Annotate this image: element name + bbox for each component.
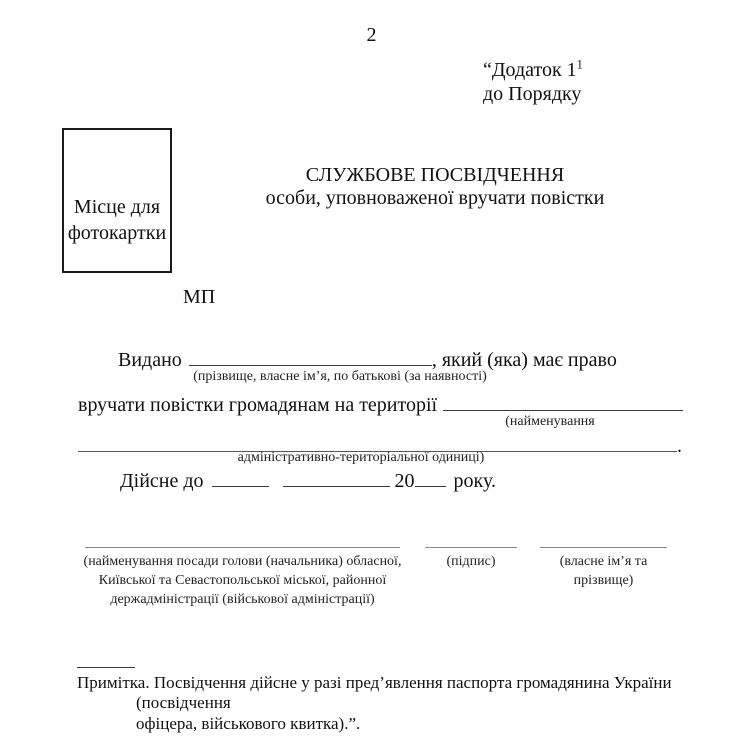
- signature-name-hint: [540, 553, 667, 591]
- validity-prefix: Дійсне до: [120, 470, 204, 492]
- note-paragraph: [77, 673, 743, 734]
- validity-month-blank: [283, 466, 390, 487]
- signature-position-hint-line-1: (найменування посади голови (начальника) обласної,: [83, 554, 402, 569]
- photo-placeholder-box: [62, 128, 172, 273]
- stamp-mark: МП: [183, 286, 216, 308]
- title-line-2: особи, уповноваженої вручати повістки: [265, 187, 605, 209]
- signature-position-hint-line-2: Київської та Севастопольської міської, районної: [98, 572, 387, 588]
- issued-name-blank: [189, 345, 432, 366]
- appendix-superscript: 1: [576, 57, 583, 72]
- photo-placeholder-line-1: Місце для: [73, 195, 161, 218]
- territory-hint-bottom: адміністративно-територіальної одиниці): [237, 450, 485, 465]
- validity-year-blank: [415, 466, 446, 487]
- validity-century: 20: [394, 470, 415, 492]
- issued-name-hint: (прізвище, власне ім’я, по батькові (за наявності): [193, 369, 487, 384]
- validity-line: [120, 466, 496, 493]
- signature-name-hint-line-1: (власне ім’я та: [559, 554, 648, 569]
- territory-line-period: .: [677, 435, 682, 457]
- territory-blank: [443, 390, 683, 411]
- appendix-text: “Додаток 1: [483, 59, 577, 81]
- signature-name-hint-line-2: прізвище): [573, 572, 634, 588]
- signature-position-rule: [85, 547, 400, 548]
- signature-position-hint-line-3: держадміністрації (військової адміністрації): [110, 591, 375, 607]
- territory-text: вручати повістки громадянам на території: [78, 394, 438, 416]
- photo-placeholder-line-2: фотокартки: [67, 221, 167, 244]
- page-number: 2: [366, 24, 377, 46]
- appendix-heading: [483, 58, 583, 106]
- title-line-1: СЛУЖБОВЕ ПОСВІДЧЕННЯ: [305, 164, 565, 186]
- note-text-line-2: офіцера, військового квитка).”.: [136, 713, 361, 733]
- validity-day-blank: [212, 466, 269, 487]
- appendix-line-1: [483, 58, 583, 82]
- issued-suffix: , який (яка) має право: [431, 349, 617, 371]
- signature-position-hint: [70, 553, 415, 610]
- appendix-line-2: до Порядку: [483, 83, 582, 105]
- issued-prefix: Видано: [118, 349, 182, 371]
- note-label: Примітка.: [77, 673, 150, 692]
- signature-name-rule: [540, 547, 667, 548]
- signature-sign-rule: [425, 547, 517, 548]
- signature-sign-hint: (підпис): [446, 554, 496, 569]
- validity-suffix: року.: [453, 470, 496, 492]
- note-text-line-1: Посвідчення дійсне у разі пред’явлення паспорта громадянина України (посвідчення: [136, 673, 672, 713]
- territory-hint-top: (найменування: [505, 414, 595, 429]
- document-title: [185, 164, 685, 210]
- footnote-rule: [77, 667, 135, 668]
